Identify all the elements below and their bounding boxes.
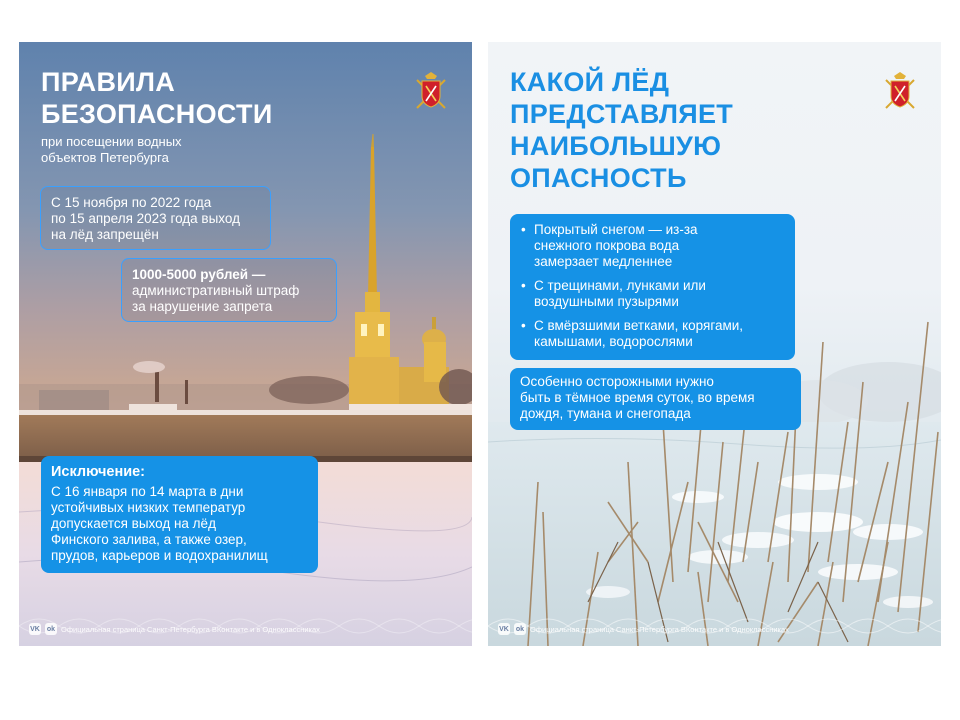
fine-text: административный штраф <box>132 283 300 298</box>
st-petersburg-coat-of-arms-icon <box>884 70 916 110</box>
fine-amount: 1000-5000 рублей — <box>132 267 266 282</box>
list-item-text: С вмёрзшими ветками, корягами, <box>534 318 744 333</box>
page-title <box>510 66 830 194</box>
dangerous-ice-card <box>488 42 941 646</box>
page-subtitle <box>41 134 281 166</box>
vk-icon[interactable]: VK <box>29 623 41 635</box>
exception-box <box>41 456 318 573</box>
footer <box>498 620 931 638</box>
list-item <box>518 318 785 350</box>
ban-text: на лёд запрещён <box>51 227 159 242</box>
list-item-text: Покрытый снегом — из-за <box>534 222 698 237</box>
title-line: БЕЗОПАСНОСТИ <box>41 99 273 129</box>
subtitle-line: объектов Петербурга <box>41 150 169 165</box>
list-item-text: замерзает медленнее <box>534 254 673 269</box>
odnoklassniki-icon[interactable]: ok <box>45 623 57 635</box>
list-item <box>518 222 785 270</box>
dangers-list <box>518 222 785 350</box>
safety-rules-card <box>19 42 472 646</box>
ban-text: С 15 ноября по 2022 года <box>51 195 212 210</box>
title-line: НАИБОЛЬШУЮ <box>510 131 722 161</box>
st-petersburg-coat-of-arms-icon <box>415 70 447 110</box>
footer <box>29 620 462 638</box>
list-item-text: С трещинами, лунками или <box>534 278 706 293</box>
exception-text: Финского залива, а также озер, <box>51 532 247 547</box>
odnoklassniki-icon[interactable]: ok <box>514 623 526 635</box>
exception-text: прудов, карьеров и водохранилищ <box>51 548 268 563</box>
exception-text: устойчивых низких температур <box>51 500 246 515</box>
title-line: ОПАСНОСТЬ <box>510 163 687 193</box>
list-item <box>518 278 785 310</box>
warning-text: дождя, тумана и снегопада <box>520 406 691 421</box>
vk-icon[interactable]: VK <box>498 623 510 635</box>
title-line: ПРАВИЛА <box>41 67 175 97</box>
footer-text: Официальная страница Санкт-Петербурга ВКонтакте и в Одноклассниках <box>61 624 320 634</box>
fine-box <box>121 258 337 322</box>
dangerous-ice-list-box <box>510 214 795 360</box>
exception-label: Исключение: <box>51 464 146 480</box>
exception-text: С 16 января по 14 марта в дни <box>51 484 244 499</box>
ban-text: по 15 апреля 2023 года выход <box>51 211 240 226</box>
title-line: КАКОЙ ЛЁД <box>510 67 670 97</box>
title-line: ПРЕДСТАВЛЯЕТ <box>510 99 734 129</box>
ice-ban-period-box <box>40 186 271 250</box>
warning-text: быть в тёмное время суток, во время <box>520 390 755 405</box>
page-title <box>41 66 341 130</box>
list-item-text: воздушными пузырями <box>534 294 679 309</box>
fine-text: за нарушение запрета <box>132 299 273 314</box>
subtitle-line: при посещении водных <box>41 134 182 149</box>
list-item-text: камышами, водорослями <box>534 334 693 349</box>
footer-text: Официальная страница Санкт-Петербурга ВКонтакте и в Одноклассниках <box>530 624 789 634</box>
exception-text: допускается выход на лёд <box>51 516 216 531</box>
list-item-text: снежного покрова вода <box>534 238 680 253</box>
warning-box <box>510 368 801 430</box>
warning-text: Особенно осторожными нужно <box>520 374 714 389</box>
